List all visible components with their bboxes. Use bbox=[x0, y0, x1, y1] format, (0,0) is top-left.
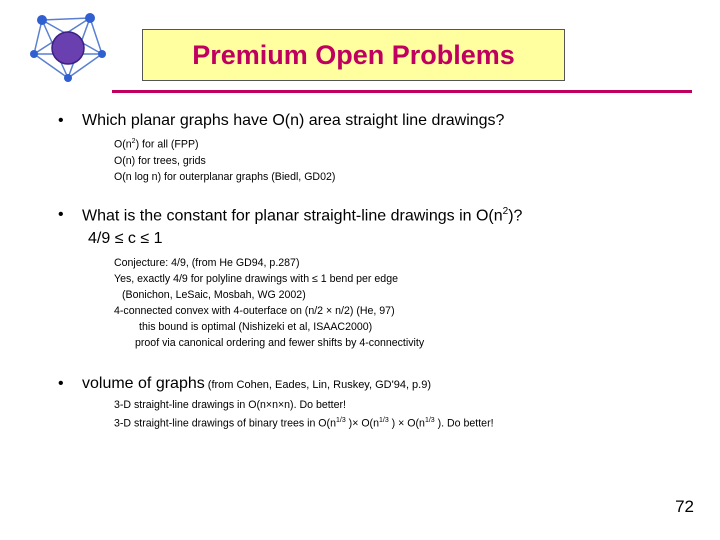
detail-line: 3-D straight-line drawings of binary trees in $O(n^{1/3}$ )× $O(n^{1/3}$ ) × $O(n^{1/3}$ ). Do better! bbox=[114, 417, 494, 430]
title-box bbox=[142, 29, 565, 81]
detail-line: 3-D straight-line drawings in O(n×n×n). Do better! bbox=[114, 399, 346, 411]
detail-line: (Bonichon, LeSaic, Mosbah, WG 2002) bbox=[122, 289, 306, 301]
question-1-details bbox=[114, 134, 335, 185]
detail-line: Conjecture: 4/9, (from He GD94, p.287) bbox=[114, 257, 300, 269]
bullet-3: • bbox=[58, 375, 64, 392]
question-3-details bbox=[114, 397, 494, 432]
constant-bound: 4/9 ≤ c ≤ 1 bbox=[88, 230, 163, 247]
detail-line: this bound is optimal (Nishizeki et al, ISAAC2000) bbox=[139, 321, 373, 333]
page-title: Premium Open Problems bbox=[192, 39, 515, 70]
bullet-2: • bbox=[58, 206, 64, 223]
question-3: volume of graphs (from Cohen, Eades, Lin, Ruskey, GD'94, p.9) bbox=[82, 375, 432, 392]
bullet-1: • bbox=[58, 112, 64, 129]
graph-network-logo-icon bbox=[30, 8, 106, 82]
detail-line: O(n) for trees, grids bbox=[114, 154, 206, 167]
page-number: 72 bbox=[675, 497, 694, 516]
question-2-details bbox=[114, 255, 424, 351]
title-underline bbox=[112, 90, 692, 93]
detail-line: O(n log n) for outerplanar graphs (Biedl, GD02) bbox=[114, 170, 336, 183]
detail-line: Yes, exactly 4/9 for polyline drawings with ≤ 1 bend per edge bbox=[114, 273, 398, 285]
detail-line: $O(n^2)$ for all (FPP) bbox=[114, 138, 199, 151]
question-2: What is the constant for planar straight-line drawings in $O(n^2)$? bbox=[82, 206, 523, 225]
detail-line: proof via canonical ordering and fewer shifts by 4-connectivity bbox=[135, 337, 425, 349]
question-1: Which planar graphs have O(n) area straight line drawings? bbox=[82, 112, 505, 129]
detail-line: 4-connected convex with 4-outerface on (n/2 × n/2) (He, 97) bbox=[114, 305, 395, 317]
